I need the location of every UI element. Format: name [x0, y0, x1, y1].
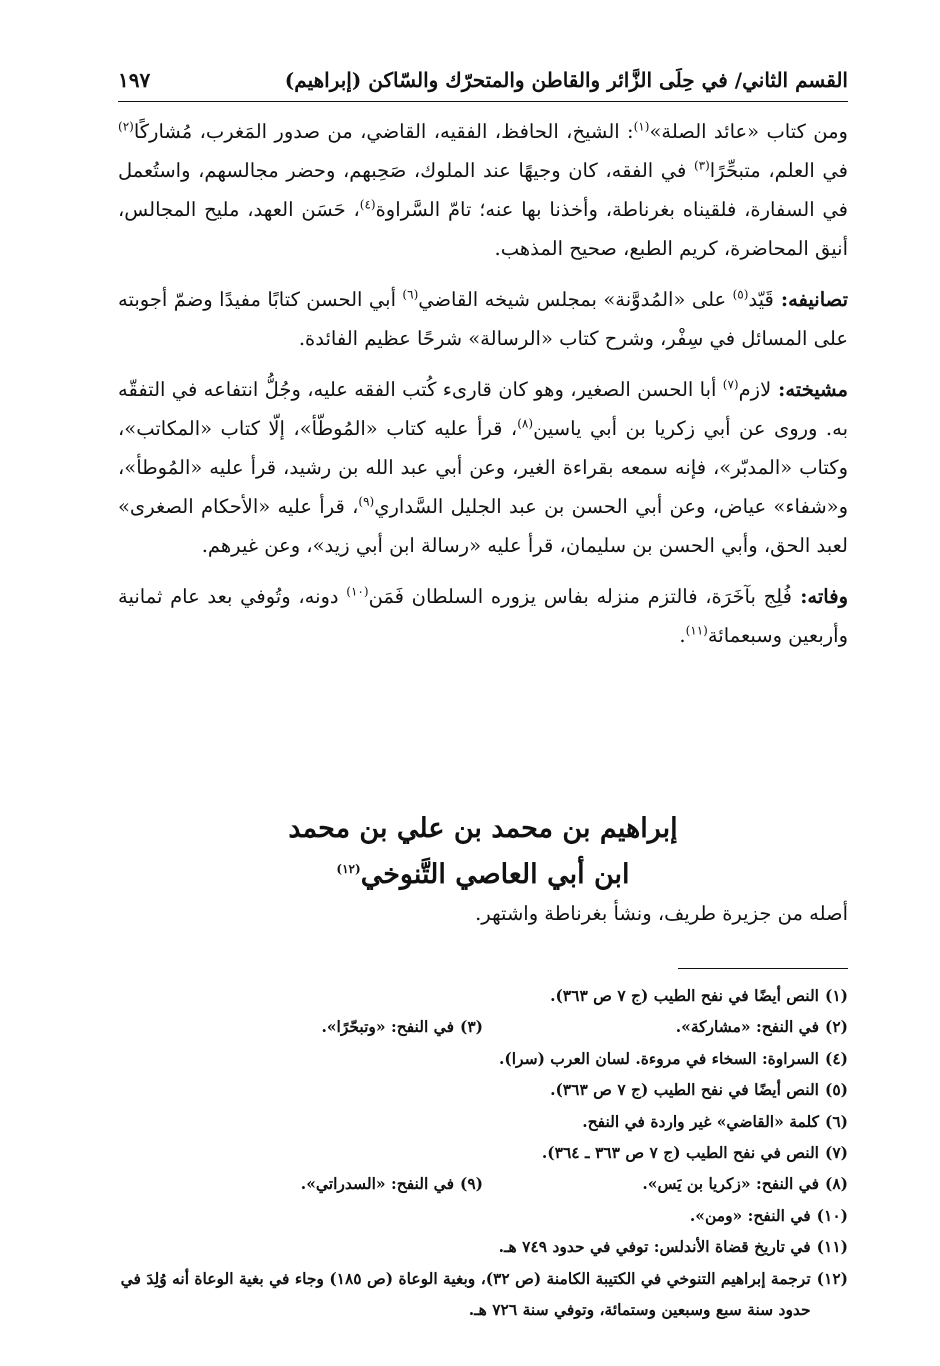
footnote-text: السراوة: السخاء في مروءة. لسان العرب (سرا). [499, 1048, 819, 1068]
footnote-number: (٨) [824, 1174, 848, 1194]
footnote-ref: (١٢) [336, 862, 361, 876]
paragraph-text: في الفقه، كان وجيهًا عند الملوك، صَحِبهم، وحضر مجالسهم، واستُعمل في السفارة، فلقيناه بغرناطة، وأخذنا بها عنه؛ تامّ السَّراوة [118, 159, 848, 221]
paragraph-text: أبا الحسن الصغير، وهو كان قارىء كُتب الفقه عليه، وجُلُّ انتفاعه في التفقّه به. وروى عن أبي زكريا بن أبي ياسين [118, 378, 848, 440]
footnote [483, 1011, 848, 1042]
footnote-text: النص أيضًا في نفح الطيب (ج ٧ ص ٣٦٣). [550, 986, 819, 1005]
biography-heading-line2 [118, 852, 848, 898]
footnote [118, 1263, 848, 1326]
paragraph [118, 112, 848, 268]
footnote-number: (٩) [459, 1174, 483, 1194]
footnote-number: (٢) [824, 1017, 848, 1037]
paragraph-text: على «المُدوَّنة» بمجلس شيخه القاضي [418, 288, 733, 311]
footnote-number: (٥) [824, 1080, 848, 1100]
footnote-number: (٧) [824, 1143, 848, 1163]
main-text [118, 112, 848, 667]
header-title: القسم الثاني/ في حِلَى الزَّائر والقاطن والمتحرّك والسّاكن (إبراهيم) [284, 68, 848, 92]
footnote-divider [678, 968, 848, 969]
section-label: وفاته: [791, 585, 848, 608]
footnote-number: (١) [824, 986, 848, 1005]
paragraph [118, 577, 848, 655]
footnote [118, 1074, 848, 1105]
paragraph-text: ، قرأ عليه «الأحكام الصغرى» لعبد الحق، وأبي الحسن بن سليمان، قرأ عليه «رسالة ابن أبي زيد»، وعن غيرهم. [118, 495, 848, 557]
footnote-ref: (٧) [722, 377, 739, 392]
paragraph-text: : الشيخ، الحافظ، الفقيه، القاضي، من صدور المَغرب، مُشاركًا [133, 120, 634, 143]
footnote-text: في النفح: «مشاركة». [675, 1017, 819, 1037]
paragraph-text: لازم [738, 378, 772, 401]
footnote-number: (٣) [459, 1017, 483, 1037]
footnote [118, 1200, 848, 1231]
footnote-text: في النفح: «السدراتي». [300, 1174, 454, 1194]
page-number: ١٩٧ [118, 68, 151, 92]
header-divider [118, 101, 848, 102]
section-label: تصانيفه: [773, 288, 848, 311]
biography-heading-name: ابن أبي العاصي التَّنوخي [360, 859, 630, 890]
paragraph-text: في العلم، متبحِّرًا [709, 159, 848, 182]
footnote-text: في النفح: «ومن». [689, 1205, 811, 1225]
footnote-text: في تاريخ قضاة الأندلس: توفي في حدود ٧٤٩ هـ. [498, 1237, 811, 1257]
footnote-ref: (٣) [693, 158, 710, 173]
footnote-ref: (٤) [359, 197, 376, 212]
footnote-ref: (٢) [118, 119, 134, 134]
paragraph [118, 370, 848, 565]
footnote-row [118, 1011, 848, 1042]
footnote-ref: (١٠) [346, 584, 369, 599]
footnote-number: (٦) [824, 1111, 848, 1131]
running-header [118, 60, 848, 100]
footnote-ref: (١١) [685, 623, 708, 638]
footnote-text: النص أيضًا في نفح الطيب (ج ٧ ص ٣٦٣). [550, 1080, 819, 1100]
footnote-number: (١٢) [816, 1268, 848, 1288]
footnote-number: (١١) [816, 1237, 848, 1257]
footnote [118, 1043, 848, 1074]
footnote-ref: (٥) [732, 287, 749, 302]
footnote [118, 1137, 848, 1168]
footnotes [118, 980, 848, 1325]
footnote [118, 1168, 483, 1199]
paragraph-text: دونه، وتُوفي بعد عام ثمانية وأربعين وسبعمائة [118, 585, 848, 647]
footnote-ref: (٩) [358, 494, 375, 509]
paragraph-text: قَيّد [748, 288, 774, 311]
footnote-text: النص في نفح الطيب (ج ٧ ص ٣٦٣ ـ ٣٦٤). [541, 1143, 819, 1163]
paragraph [118, 280, 848, 358]
footnote-number: (٤) [824, 1048, 848, 1068]
paragraph-text: ، قرأ عليه كتاب «المُوطّأ»، إلّا كتاب «المكاتب»، وكتاب «المدبّر»، فإنه سمعه بقراءة الغير، وعن أبي عبد الله بن رشيد، قرأ عليه «المُوطأ»، و«شفاء» عياض، وعن أبي الحسن بن عبد الجليل السَّداري [118, 417, 848, 518]
paragraph-text: ، حَسَن العهد، مليح المجالس، أنيق المحاضرة، كريم الطبع، صحيح المذهب. [118, 198, 848, 260]
paragraph-text: فُلِج بآخَرَة، فالتزم منزله بفاس يزوره السلطان فَمَن [368, 585, 792, 608]
section-label: مشيخته: [771, 378, 849, 401]
footnote-text: كلمة «القاضي» غير واردة في النفح. [582, 1111, 819, 1131]
paragraph-text: أبي الحسن كتابًا مفيدًا وضمّ أجوبته على المسائل في سِفْر، وشرح كتاب «الرسالة» شرحًا عظيم الفائدة. [118, 288, 848, 350]
footnote [118, 1231, 848, 1262]
footnote-ref: (٨) [517, 416, 534, 431]
footnote-number: (١٠) [816, 1205, 848, 1225]
footnote-row [118, 1168, 848, 1199]
footnote [118, 1011, 483, 1042]
footnote-text: في النفح: «زكريا بن يَس». [642, 1174, 819, 1194]
footnote [118, 980, 848, 1011]
paragraph-text: . [679, 624, 686, 647]
footnote [118, 1106, 848, 1137]
footnote-ref: (١) [633, 119, 650, 134]
footnote-text: ترجمة إبراهيم التنوخي في الكتيبة الكامنة (ص ٣٢)، وبغية الوعاة (ص ١٨٥) وجاء في بغية الوعاة أنه وُلِدَ في حدود سنة سبع وسبعين وستمائة، وتوفي سنة ٧٢٦ هـ. [120, 1268, 811, 1320]
footnote [483, 1168, 848, 1199]
footnote-ref: (٦) [402, 287, 419, 302]
paragraph-text: ومن كتاب «عائد الصلة» [649, 120, 848, 143]
footnote-text: في النفح: «وتبحّرًا». [321, 1017, 454, 1037]
biography-heading [118, 806, 848, 898]
biography-intro: أصله من جزيرة طريف، ونشأ بغرناطة واشتهر. [475, 902, 848, 925]
biography-heading-line1: إبراهيم بن محمد بن علي بن محمد [288, 813, 678, 844]
